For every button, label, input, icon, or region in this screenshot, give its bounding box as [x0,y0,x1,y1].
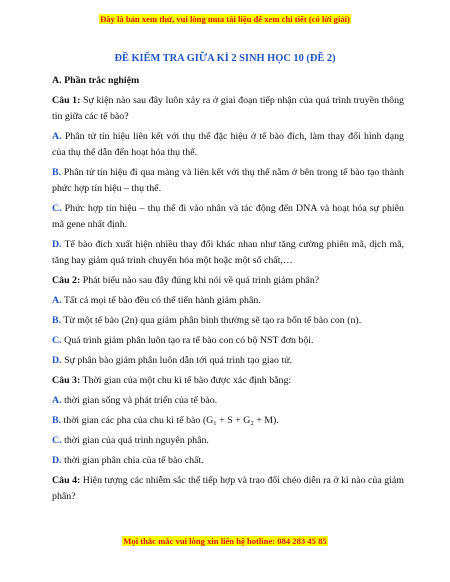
option-key: A. [52,295,62,306]
option-text: thời gian sống và phát triển của tế bào. [61,395,218,406]
option-key: B. [52,415,62,426]
preview-notice-banner [0,14,450,24]
q2-option-a [52,293,404,309]
option-text: Phân tử tín hiệu liên kết với thụ thể đặc hiệu ở tế bào đích, làm thay đổi hình dạng của thụ thể dẫn đến hoạt hóa thụ thể. [52,131,404,158]
q1-option-c [52,201,404,233]
option-text: Tế bào đích xuất hiện nhiều thay đổi khác nhau như tăng cường phiên mã, dịch mã, tăng hay giảm quá trình chuyển hóa một hoặc một số chất,… [52,239,404,266]
q3-option-a [52,393,404,409]
q2-option-b [52,313,404,329]
q2-option-d [52,353,404,369]
option-text: thời gian của quá trình nguyên phân. [61,435,209,446]
question-1 [52,93,404,125]
option-key: C. [52,203,62,214]
section-heading: A. Phần trắc nghiệm [52,75,140,86]
exam-title: ĐỀ KIỂM TRA GIỮA KÌ 2 SINH HỌC 10 (ĐỀ 2) [114,53,336,64]
question-label: Câu 4: [52,475,81,486]
option-key: B. [52,167,62,178]
option-key: D. [52,239,62,250]
preview-notice-text: Đây là bản xem thử, vui lòng mua tài liệu để xem chi tiết (có lời giải) [100,14,350,24]
question-4 [52,473,404,505]
option-text: Từ một tế bào (2n) qua giảm phân bình thường sẽ tạo ra bốn tế bào con (n). [61,315,362,326]
option-key: D. [52,455,62,466]
question-label: Câu 1: [52,95,81,106]
option-text: Tất cả mọi tế bào đều có thể tiến hành giảm phân. [61,295,261,306]
option-key: A. [52,395,62,406]
q2-option-c [52,333,404,349]
question-3 [52,373,404,389]
option-text: Phức hợp tín hiệu – thụ thể đi vào nhân và tác động đến DNA và hoạt hóa sự phiên mã gene nhất định. [52,203,404,230]
option-text: Quá trình giảm phân luôn tạo ra tế bào con có bộ NST đơn bội. [61,335,314,346]
q1-option-a [52,129,404,161]
option-key: C. [52,335,62,346]
question-text: Phát biểu nào sau đây đúng khi nói về quá trình giảm phân? [80,275,320,286]
question-text: Hiện tượng các nhiễm sắc thể tiếp hợp và trao đổi chéo diễn ra ở kì nào của giảm phân? [52,475,404,502]
option-text: thời gian phân chia của tế bào chất. [61,455,204,466]
option-text: Sự phân bào giảm phân luôn dẫn tới quá trình tạo giao tử. [61,355,293,366]
question-text: Sự kiện nào sau đây luôn xảy ra ở giai đoạn tiếp nhận của quá trình truyền thông tin giữa các tế bào? [52,95,404,122]
option-text: thời gian các pha của chu kì tế bào (G₁ + S + G₂ + M). [61,415,279,426]
q3-option-b [52,413,404,429]
hotline-banner [0,536,450,546]
option-key: A. [52,131,62,142]
option-key: D. [52,355,62,366]
q3-option-c [52,433,404,449]
q1-option-b [52,165,404,197]
option-text: Phân tử tín hiệu đi qua màng và liên kết với thụ thể nằm ở bên trong tế bào tạo thành phức hợp tín hiệu – thụ thể. [52,167,404,194]
question-label: Câu 2: [52,275,81,286]
question-label: Câu 3: [52,375,81,386]
hotline-text: Mọi thắc mắc vui lòng xin liên hệ hotline: 084 283 45 85 [123,536,327,546]
exam-body [52,73,404,509]
question-2 [52,273,404,289]
q1-option-d [52,237,404,269]
option-key: C. [52,435,62,446]
q3-option-d [52,453,404,469]
question-text: Thời gian của một chu kì tế bào được xác định bằng: [80,375,292,386]
option-key: B. [52,315,62,326]
